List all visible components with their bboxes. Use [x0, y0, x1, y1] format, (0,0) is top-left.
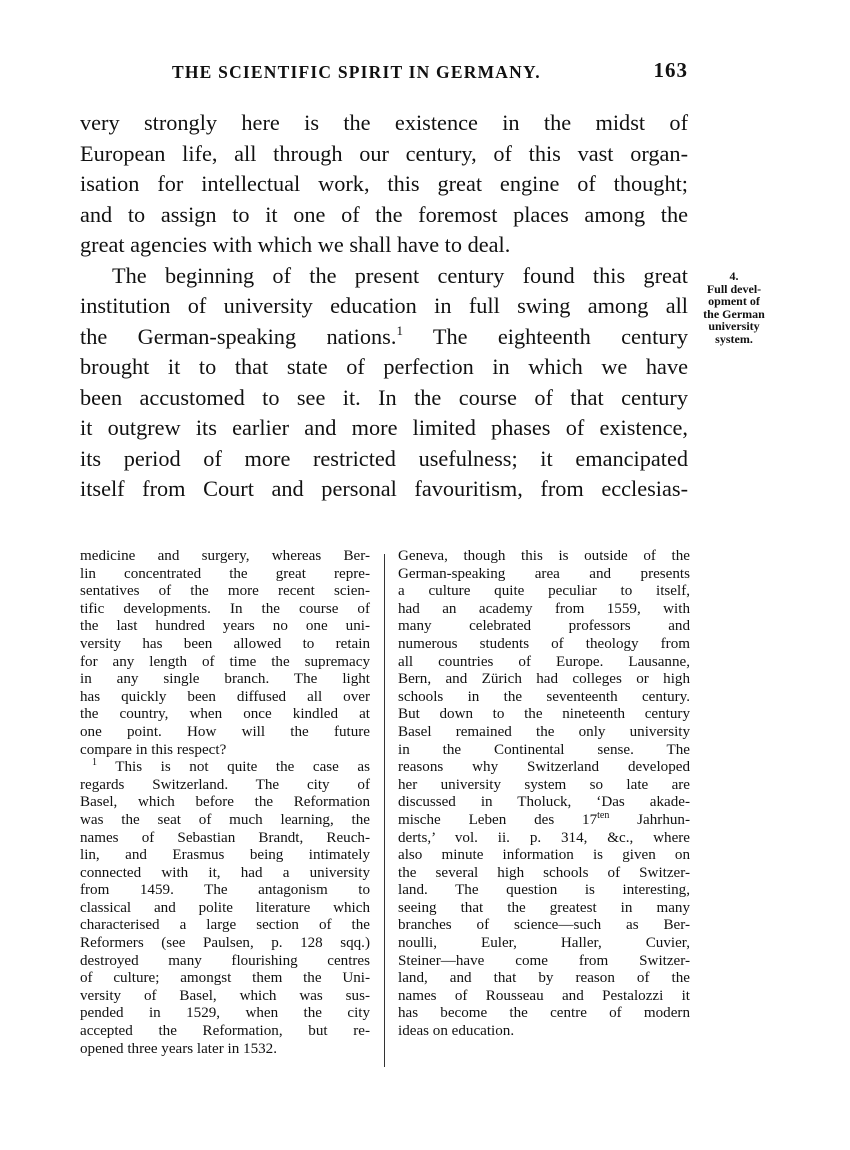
footnote-line: many celebrated professors and [398, 618, 690, 635]
footnote-line: has quickly been diffused all over [80, 688, 370, 705]
text-line: its period of more restricted usefulness; it emancipated [80, 445, 688, 471]
footnote-line: characterised a large section of the [80, 917, 370, 934]
footnote-column-left [80, 548, 370, 1058]
margin-note-line: the German [703, 306, 765, 321]
footnote-line: lin concentrated the great repre- [80, 565, 370, 582]
footnote-line: land, and that by reason of the [398, 970, 690, 987]
footnote-1-start [80, 759, 370, 777]
footnote-line: the several high schools of Switzer- [398, 864, 690, 881]
text-line-with-footnote-ref [80, 322, 688, 353]
footnote-line: compare in this respect? [80, 741, 227, 758]
footnote-line: names of Sebastian Brandt, Reuch- [80, 829, 370, 846]
margin-note-line: system. [715, 331, 753, 346]
margin-note [694, 270, 774, 345]
column-divider [384, 554, 385, 1067]
running-head [80, 58, 690, 88]
footnote-line: medicine and surgery, whereas Ber- [80, 548, 370, 564]
footnote-line: Reformers (see Paulsen, p. 128 sqq.) [80, 935, 370, 952]
footnote-line: a culture quite peculiar to itself, [398, 583, 690, 600]
margin-note-number: 4. [729, 269, 739, 283]
footnote-line: regards Switzerland. The city of [80, 776, 370, 793]
text-line: great agencies with which we shall have to deal. [80, 232, 511, 257]
footnote-line: one point. How will the future [80, 723, 370, 740]
footnote-line: Basel remained the only university [398, 723, 690, 740]
footnote-line: from 1459. The antagonism to [80, 882, 370, 899]
footnote-line: ideas on education. [398, 1023, 515, 1040]
footnote-line: land. The question is interesting, [398, 882, 690, 899]
footnote-line: also minute information is given on [398, 847, 690, 864]
footnote-line: has become the centre of modern [398, 1005, 690, 1022]
text-fragment: the German-speaking nations. [80, 323, 397, 349]
footnote-line: of culture; amongst them the Uni- [80, 970, 370, 987]
footnote-column-right [398, 548, 690, 1041]
page-number: 163 [653, 58, 688, 82]
footnote-line: accepted the Reformation, but re- [80, 1023, 370, 1040]
footnote-line: seeing that the greatest in many [398, 899, 690, 916]
footnote-line: classical and polite literature which [80, 899, 370, 916]
footnote-line: opened three years later in 1532. [80, 1040, 277, 1057]
text-line: itself from Court and personal favouritism, from ecclesias- [80, 476, 688, 501]
text-line: The beginning of the present century found this great [112, 262, 688, 288]
text-line: institution of university education in full swing among all [80, 293, 688, 318]
footnote-line: had an academy from 1559, with [398, 600, 690, 617]
footnote-line: versity of Basel, which was sus- [80, 987, 370, 1004]
footnote-line: destroyed many flourishing centres [80, 952, 370, 969]
text-line: it outgrew its earlier and more limited phases of existence, [80, 415, 688, 440]
footnote-line: German-speaking area and presents [398, 565, 690, 582]
footnote-line: schools in the seventeenth century. [398, 688, 690, 705]
main-text [80, 108, 688, 505]
footnote-line: the country, when once kindled at [80, 706, 370, 723]
footnote-line: tific developments. In the course of [80, 600, 370, 617]
superscript: ten [597, 809, 610, 821]
text-line: European life, all through our century, of this vast organ- [80, 140, 688, 166]
text-line: very strongly here is the existence in the midst of [80, 110, 688, 135]
footnote-line: derts,’ vol. ii. p. 314, &c., where [398, 829, 690, 846]
footnote-line: But down to the nineteenth century [398, 706, 690, 723]
footnote-line: Geneva, though this is outside of the [398, 548, 690, 564]
footnote-line: lin, and Erasmus being intimately [80, 847, 370, 864]
footnote-line: branches of science—such as Ber- [398, 917, 690, 934]
footnotes [80, 548, 690, 1078]
footnote-line: the last hundred years no one uni- [80, 618, 370, 635]
footnote-line: Bern, and Zürich had colleges or high [398, 671, 690, 688]
footnote-line-with-superscript [398, 809, 690, 830]
paragraph-2 [80, 261, 688, 505]
text-fragment: Jahrhun- [609, 811, 690, 828]
margin-note-line: university [708, 319, 760, 333]
running-title: THE SCIENTIFIC SPIRIT IN GERMANY. [172, 62, 541, 82]
footnote-line: names of Rousseau and Pestalozzi it [398, 987, 690, 1004]
text-line: brought it to that state of perfection in which we have [80, 354, 688, 379]
footnote-line: Basel, which before the Reformation [80, 794, 370, 811]
footnote-marker: 1 [92, 757, 97, 769]
footnote-line: discussed in Tholuck, ‘Das akade- [398, 794, 690, 811]
text-fragment: The eighteenth century [402, 323, 688, 349]
text-fragment: mische Leben des 17 [398, 811, 598, 828]
footnote-ref: 1 [396, 322, 403, 338]
text-line: isation for intellectual work, this great engine of thought; [80, 171, 688, 196]
footnote-line: in the Continental sense. The [398, 741, 690, 758]
footnote-line: pended in 1529, when the city [80, 1005, 370, 1022]
footnote-line: connected with it, had a university [80, 864, 370, 881]
footnote-line: in any single branch. The light [80, 671, 370, 688]
margin-note-line: Full devel- [706, 281, 762, 296]
footnote-line: versity has been allowed to retain [80, 635, 370, 652]
margin-note-line: opment of [708, 294, 760, 308]
footnote-line: noulli, Euler, Haller, Cuvier, [398, 935, 690, 952]
footnote-line: all countries of Europe. Lausanne, [398, 653, 690, 670]
footnote-line: sentatives of the more recent scien- [80, 583, 370, 600]
footnote-line: her university system so late are [398, 776, 690, 793]
footnote-line: Steiner—have come from Switzer- [398, 952, 690, 969]
footnote-line: reasons why Switzerland developed [398, 759, 690, 776]
text-fragment: This is not quite the case as [97, 759, 370, 776]
footnote-line: was the seat of much learning, the [80, 811, 370, 828]
footnote-line: for any length of time the supremacy [80, 653, 370, 670]
footnote-line: numerous students of theology from [398, 635, 690, 652]
paragraph-1 [80, 108, 688, 261]
text-line: and to assign to it one of the foremost places among the [80, 201, 688, 227]
text-line: been accustomed to see it. In the course of that century [80, 384, 688, 410]
